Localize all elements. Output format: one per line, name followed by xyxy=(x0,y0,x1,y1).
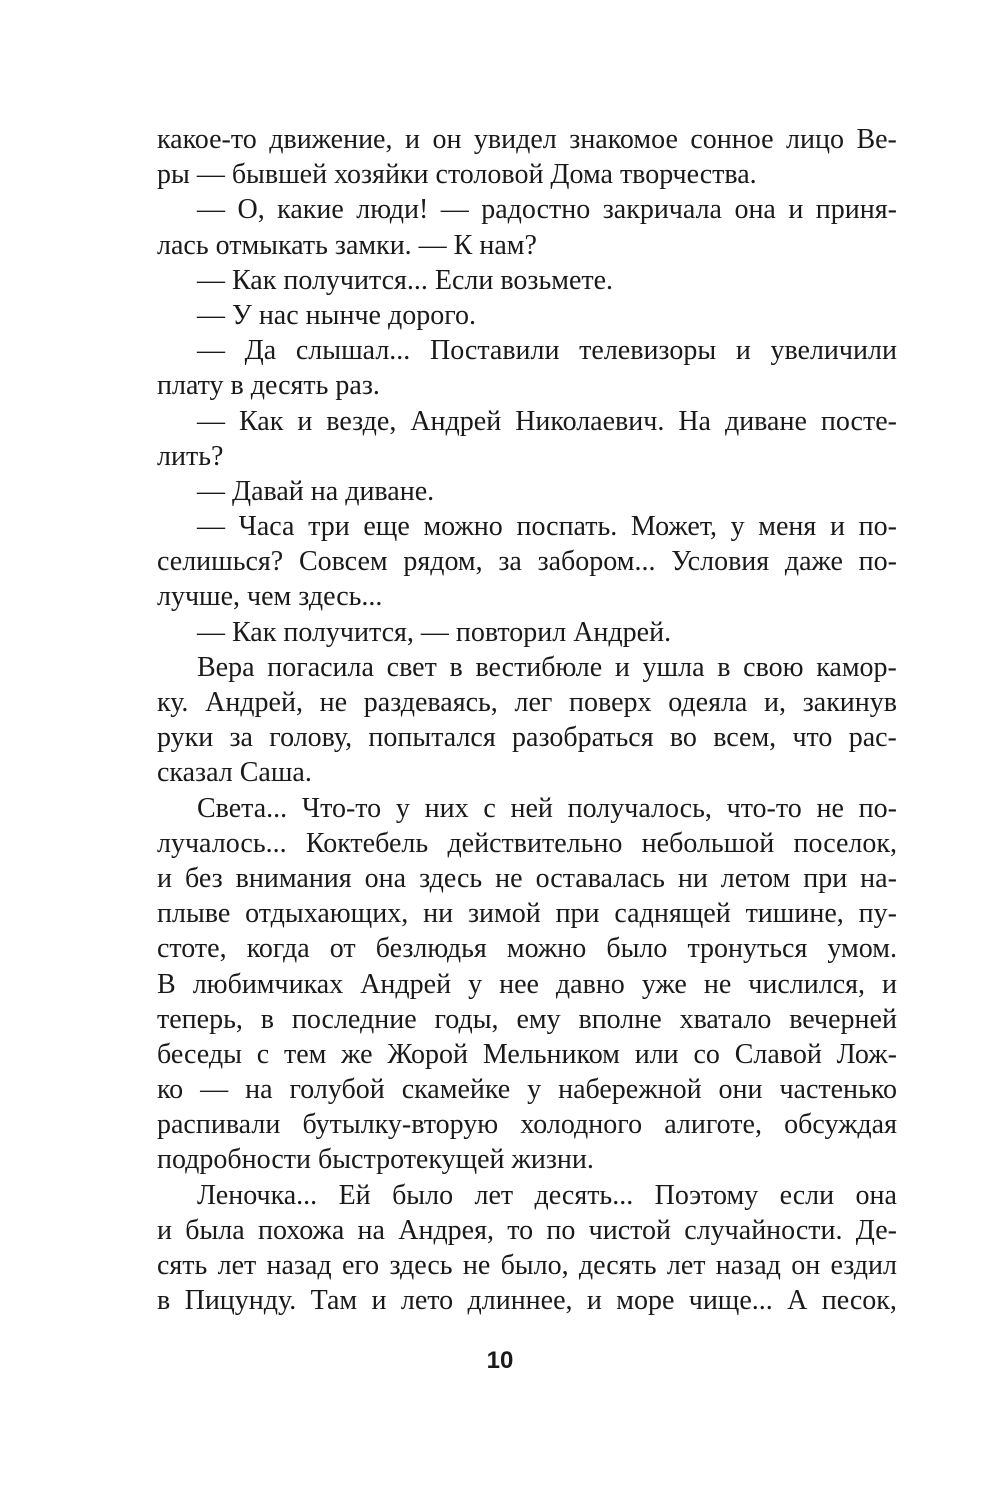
text-line: лучалось... Коктебель действительно небольшой поселок, xyxy=(157,827,897,859)
text-line: лить? xyxy=(157,440,224,472)
text-line: и без внимания она здесь не оставалась ни летом при на- xyxy=(157,862,897,894)
text-line: — Да слышал... Поставили телевизоры и увеличили xyxy=(197,335,897,367)
text-line: — У нас нынче дорого. xyxy=(197,299,476,331)
text-line: — О, какие люди! — радостно закричала она и приня- xyxy=(197,194,897,226)
text-line: и была похожа на Андрея, то по чистой случайности. Де- xyxy=(157,1214,897,1246)
text-line: — Как получится... Если возьмете. xyxy=(197,264,614,296)
text-line: лучше, чем здесь... xyxy=(157,581,383,613)
text-line: — Часа три еще можно поспать. Может, у меня и по- xyxy=(197,511,897,543)
text-line: лась отмыкать замки. — К нам? xyxy=(157,229,537,261)
text-line: — Как получится, — повторил Андрей. xyxy=(197,616,672,648)
page-number: 10 xyxy=(486,1347,514,1374)
text-line: беседы с тем же Жорой Мельником или со Славой Лож- xyxy=(157,1038,897,1070)
text-line: Света... Что-то у них с ней получалось, что-то не по- xyxy=(197,792,897,824)
text-line: в Пицунду. Там и лето длиннее, и море чище... А песок, xyxy=(157,1285,897,1317)
text-line: — Как и везде, Андрей Николаевич. На диване посте- xyxy=(197,405,897,437)
text-line: какое-то движение, и он увидел знакомое сонное лицо Ве- xyxy=(157,124,897,155)
text-line: селишься? Совсем рядом, за забором... Условия даже по- xyxy=(157,546,897,578)
text-line: плату в десять раз. xyxy=(157,370,380,402)
text-line: ры — бывшей хозяйки столовой Дома творчества. xyxy=(157,159,757,191)
text-line: плыве отдыхающих, ни зимой при саднящей тишине, пу- xyxy=(157,898,897,930)
text-line: Леночка... Ей было лет десять... Поэтому если она xyxy=(197,1179,897,1211)
text-line: теперь, в последние годы, ему вполне хватало вечерней xyxy=(157,1003,897,1035)
text-line: сказал Саша. xyxy=(157,757,312,789)
text-line: Вера погасила свет в вестибюле и ушла в свою камор- xyxy=(197,651,897,683)
text-line: руки за голову, попытался разобраться во всем, что рас- xyxy=(157,722,897,754)
body-text xyxy=(157,122,897,1318)
text-line: ку. Андрей, не раздеваясь, лег поверх одеяла и, закинув xyxy=(157,687,897,718)
text-line: — Давай на диване. xyxy=(197,475,435,507)
text-line: ко — на голубой скамейке у набережной они частенько xyxy=(157,1074,897,1106)
text-line: стоте, когда от безлюдья можно было тронуться умом. xyxy=(157,933,897,965)
text-line: сять лет назад его здесь не было, десять лет назад он ездил xyxy=(157,1250,897,1281)
text-line: подробности быстротекущей жизни. xyxy=(157,1144,594,1176)
text-line: В любимчиках Андрей у нее давно уже не числился, и xyxy=(157,968,897,1000)
text-line: распивали бутылку-вторую холодного алиготе, обсуждая xyxy=(157,1109,897,1141)
